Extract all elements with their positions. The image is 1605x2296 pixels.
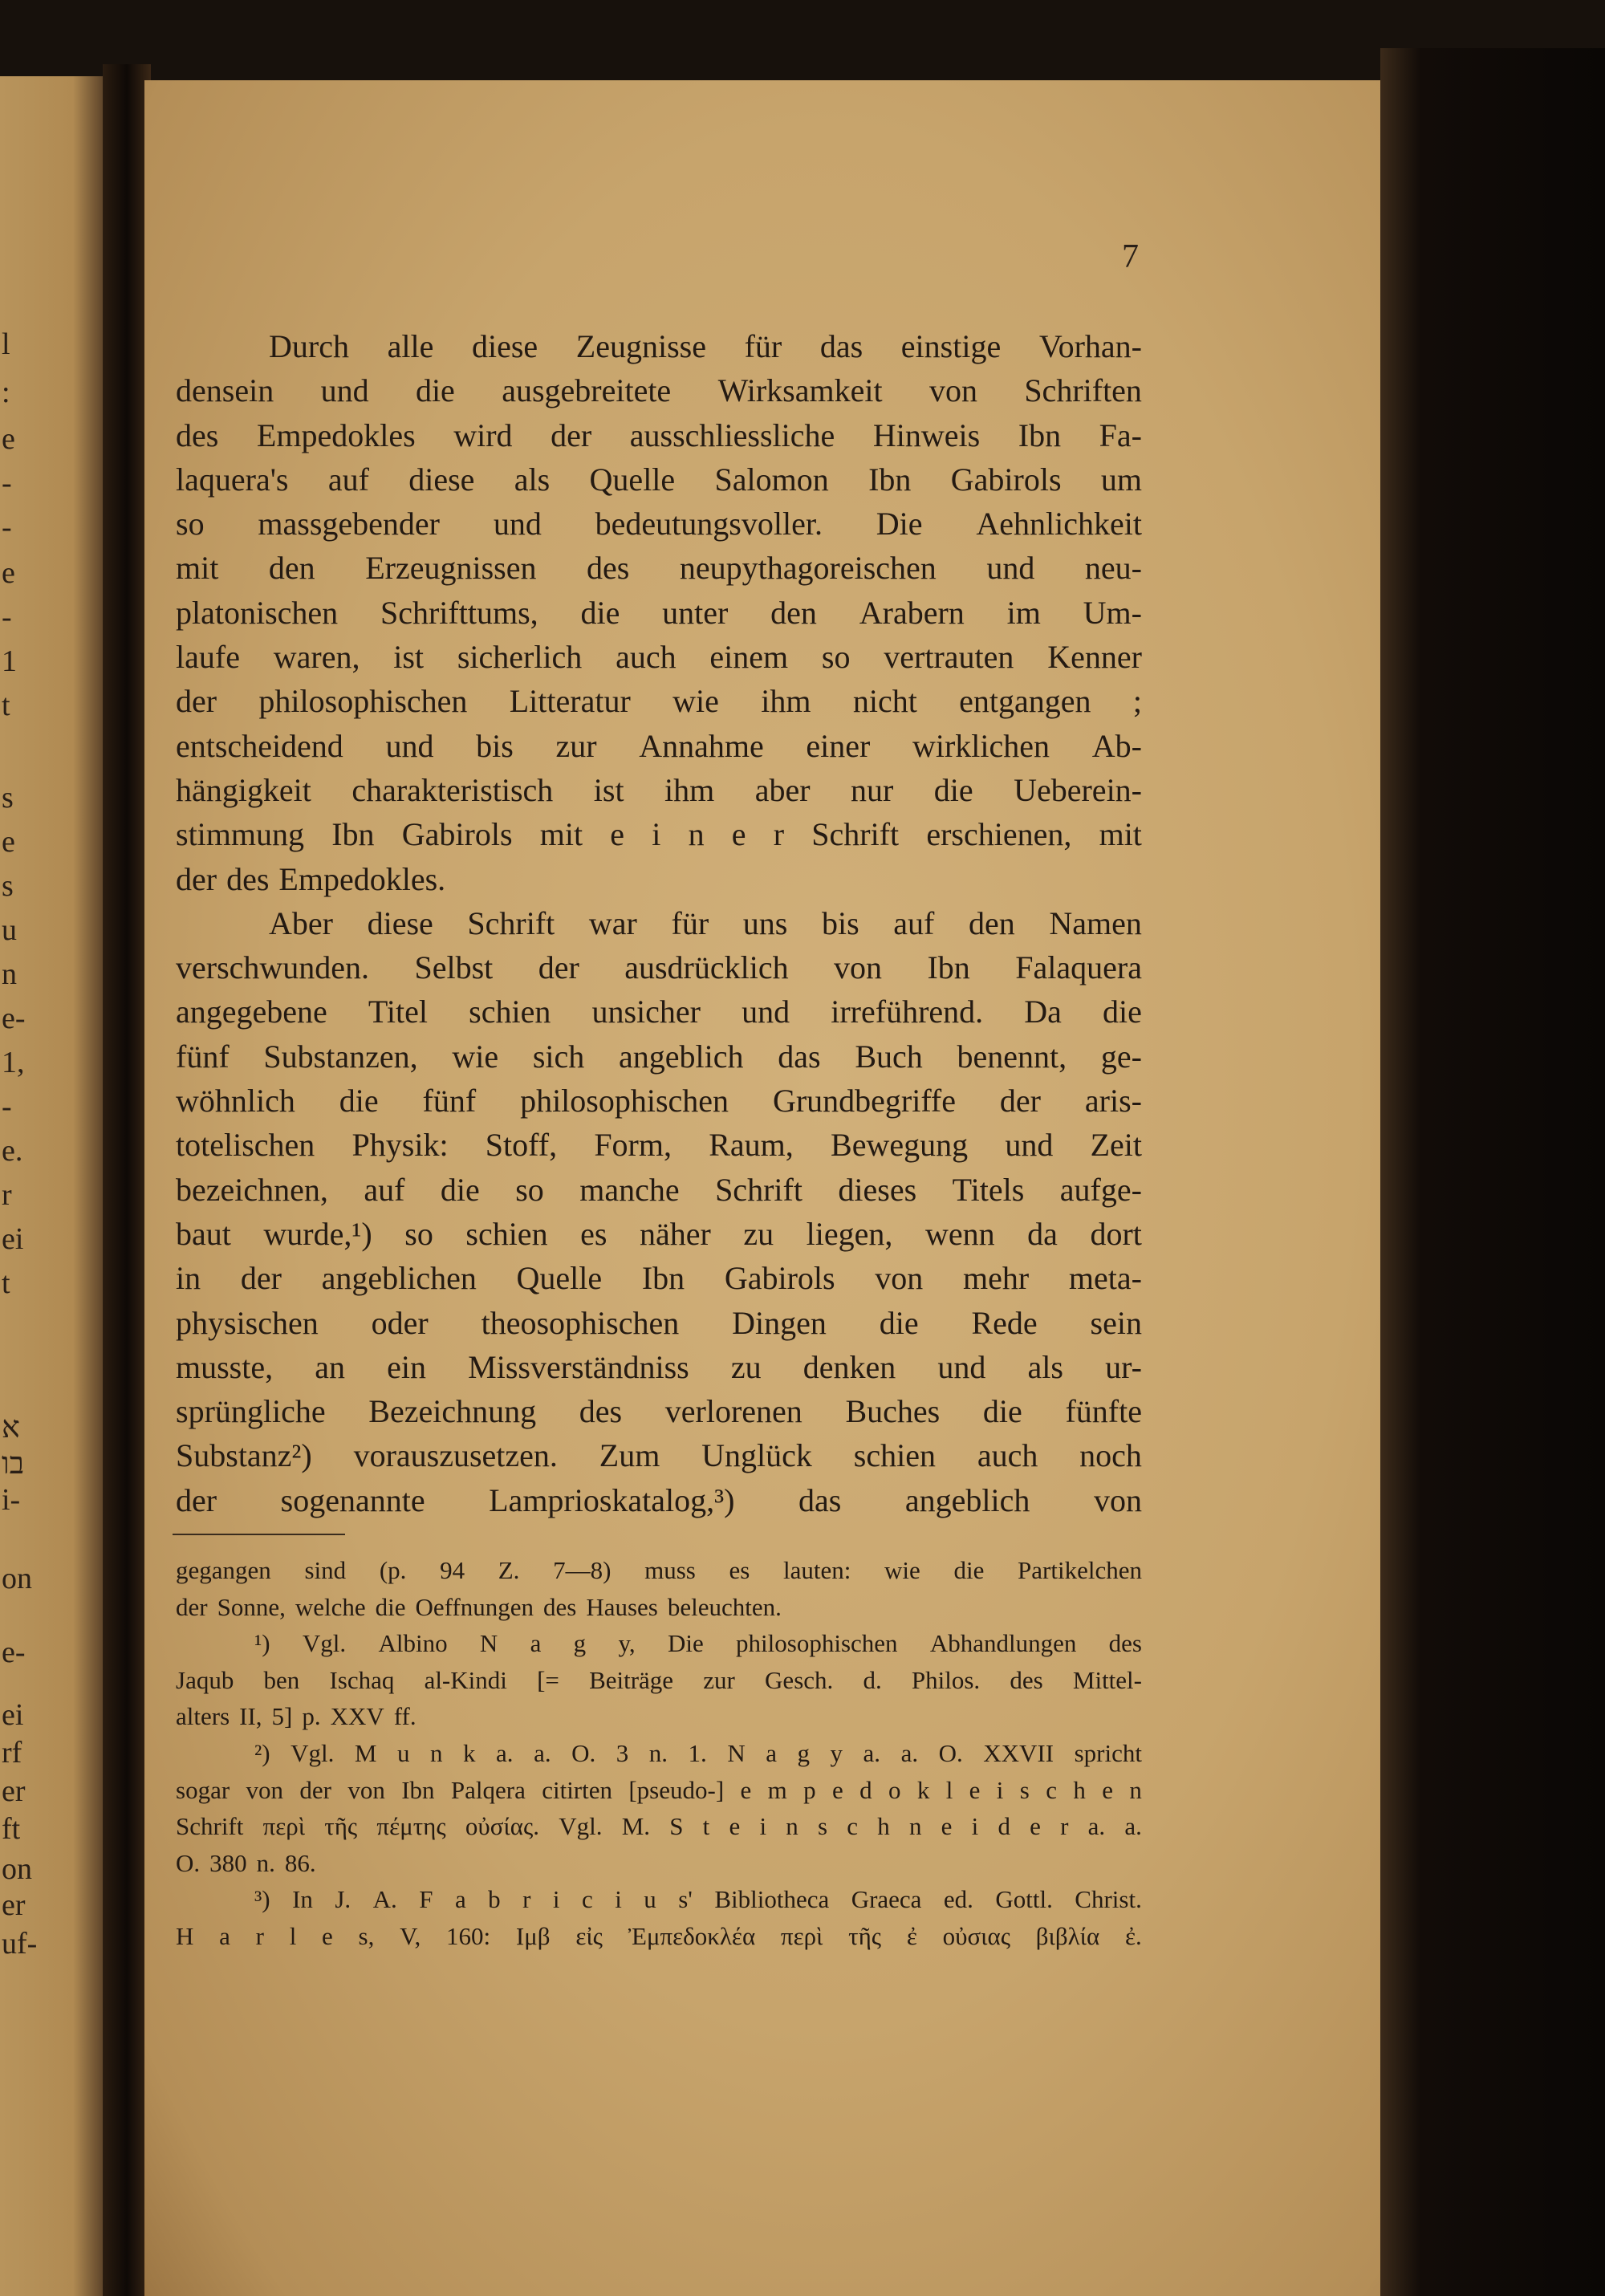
facing-page-fragment: er bbox=[2, 1774, 26, 1808]
text-line: hängigkeit charakteristisch ist ihm aber nur die Ueberein- bbox=[176, 771, 1142, 808]
text-line: verschwunden. Selbst der ausdrücklich von Ibn Falaquera bbox=[176, 949, 1142, 986]
footnote-separator bbox=[173, 1534, 345, 1535]
text-line: platonischen Schrifttums, die unter den Arabern im Um- bbox=[176, 594, 1142, 631]
text-line: der des Empedokles. bbox=[176, 860, 446, 897]
footnote-line: H a r l e s, V, 160: Ιμβ εἰς Ἐμπεδοκλέα περὶ τῆς ἐ οὐσιας βιβλία ἐ. bbox=[176, 1921, 1142, 1950]
text-line: der philosophischen Litteratur wie ihm nicht entgangen ; bbox=[176, 683, 1142, 720]
facing-page-fragment: s bbox=[2, 869, 14, 903]
facing-page-fragment: e bbox=[2, 825, 15, 859]
text-line: des Empedokles wird der ausschliessliche Hinweis Ibn Fa- bbox=[176, 417, 1142, 453]
facing-page-fragment: l bbox=[2, 327, 10, 361]
text-line: bezeichnen, auf die so manche Schrift dieses Titels aufge- bbox=[176, 1171, 1142, 1208]
book-cover-edge bbox=[1380, 48, 1605, 2296]
text-line: Aber diese Schrift war für uns bis auf den Namen bbox=[269, 904, 1142, 941]
text-line: musste, an ein Missverständniss zu denken und als ur- bbox=[176, 1348, 1142, 1385]
text-line: sprüngliche Bezeichnung des verlorenen Buches die fünfte bbox=[176, 1393, 1142, 1430]
facing-page-fragment: e bbox=[2, 422, 15, 456]
facing-page-fragment: t bbox=[2, 1266, 10, 1300]
facing-page-fragment: ei bbox=[2, 1698, 24, 1732]
text-line: physischen oder theosophischen Dingen die Rede sein bbox=[176, 1304, 1142, 1341]
facing-page-fragment: 1 bbox=[2, 644, 17, 678]
text-line: der sogenannte Lamprioskatalog,³) das angeblich von bbox=[176, 1481, 1142, 1518]
facing-page-fragment: e- bbox=[2, 1636, 26, 1669]
text-line: fünf Substanzen, wie sich angeblich das Buch benennt, ge- bbox=[176, 1038, 1142, 1075]
facing-page-fragment: er bbox=[2, 1888, 26, 1922]
footnotes bbox=[176, 1552, 1142, 1955]
facing-page-fragment: on bbox=[2, 1562, 32, 1595]
footnote-line: Schrift περὶ τῆς πέμτης οὐσίας. Vgl. M. S t e i n s c h n e i d e r a. a. bbox=[176, 1812, 1142, 1841]
facing-page-fragment: n bbox=[2, 957, 17, 991]
facing-page-fragment: i- bbox=[2, 1483, 21, 1517]
facing-page-fragment: ei bbox=[2, 1222, 24, 1256]
facing-page-fragment: e- bbox=[2, 1002, 26, 1035]
facing-page-edge bbox=[0, 76, 104, 2296]
footnote-line: alters II, 5] p. XXV ff. bbox=[176, 1702, 416, 1731]
text-line: Substanz²) vorauszusetzen. Zum Unglück schien auch noch bbox=[176, 1437, 1142, 1474]
facing-page-fragment: s bbox=[2, 781, 14, 815]
text-line: entscheidend und bis zur Annahme einer wirklichen Ab- bbox=[176, 727, 1142, 764]
page-number: 7 bbox=[1122, 238, 1139, 275]
facing-page-fragment: א bbox=[2, 1411, 20, 1445]
facing-page-fragment: בו bbox=[2, 1447, 25, 1481]
facing-page-fragment: e bbox=[2, 556, 15, 590]
text-line: angegebene Titel schien unsicher und irreführend. Da die bbox=[176, 994, 1142, 1030]
text-line: Durch alle diese Zeugnisse für das einstige Vorhan- bbox=[269, 328, 1142, 364]
body-text bbox=[176, 324, 1142, 1522]
footnote-line: Jaqub ben Ischaq al-Kindi [= Beiträge zur Gesch. d. Philos. des Mittel- bbox=[176, 1665, 1142, 1694]
text-line: baut wurde,¹) so schien es näher zu liegen, wenn da dort bbox=[176, 1215, 1142, 1252]
footnote-line: ³) In J. A. F a b r i c i u s' Bibliotheca Graeca ed. Gottl. Christ. bbox=[254, 1885, 1142, 1914]
facing-page-fragment: uf- bbox=[2, 1927, 38, 1961]
text-line: so massgebender und bedeutungsvoller. Die Aehnlichkeit bbox=[176, 506, 1142, 543]
facing-page-fragment: : bbox=[2, 376, 10, 409]
text-line: laufe waren, ist sicherlich auch einem so vertrauten Kenner bbox=[176, 639, 1142, 676]
facing-page-fragment: on bbox=[2, 1852, 32, 1886]
facing-page-fragment: rf bbox=[2, 1736, 22, 1770]
footnote-line: gegangen sind (p. 94 Z. 7—8) muss es lauten: wie die Partikelchen bbox=[176, 1556, 1142, 1584]
text-line: totelischen Physik: Stoff, Form, Raum, Bewegung und Zeit bbox=[176, 1127, 1142, 1164]
text-line: stimmung Ibn Gabirols mit e i n e r Schrift erschienen, mit bbox=[176, 816, 1142, 853]
text-line: densein und die ausgebreitete Wirksamkeit von Schriften bbox=[176, 372, 1142, 409]
footnote-line: ¹) Vgl. Albino N a g y, Die philosophischen Abhandlungen des bbox=[254, 1629, 1142, 1658]
facing-page-fragment: - bbox=[2, 466, 12, 500]
text-line: in der angeblichen Quelle Ibn Gabirols von mehr meta- bbox=[176, 1260, 1142, 1297]
facing-page-fragment: t bbox=[2, 689, 10, 722]
footnote-line: ²) Vgl. M u n k a. a. O. 3 n. 1. N a g y a. a. O. XXVII spricht bbox=[254, 1738, 1142, 1767]
text-line: wöhnlich die fünf philosophischen Grundbegriffe der aris- bbox=[176, 1083, 1142, 1120]
facing-page-fragment: - bbox=[2, 600, 12, 634]
facing-page-fragment: ft bbox=[2, 1812, 21, 1846]
footnote-line: sogar von der von Ibn Palqera citirten [pseudo-] e m p e d o k l e i s c h e n bbox=[176, 1775, 1142, 1804]
book-gutter bbox=[103, 64, 151, 2296]
text-line: mit den Erzeugnissen des neupythagoreischen und neu- bbox=[176, 550, 1142, 587]
footnote-line: der Sonne, welche die Oeffnungen des Hauses beleuchten. bbox=[176, 1592, 782, 1621]
text-line: laquera's auf diese als Quelle Salomon Ibn Gabirols um bbox=[176, 461, 1142, 498]
facing-page-fragment: u bbox=[2, 913, 17, 947]
facing-page-fragment: e. bbox=[2, 1134, 23, 1168]
footnote-line: O. 380 n. 86. bbox=[176, 1848, 316, 1877]
facing-page-fragment: - bbox=[2, 1090, 12, 1124]
facing-page-fragment: - bbox=[2, 510, 12, 544]
facing-page-fragment: 1, bbox=[2, 1046, 25, 1079]
facing-page-fragment: r bbox=[2, 1178, 12, 1212]
